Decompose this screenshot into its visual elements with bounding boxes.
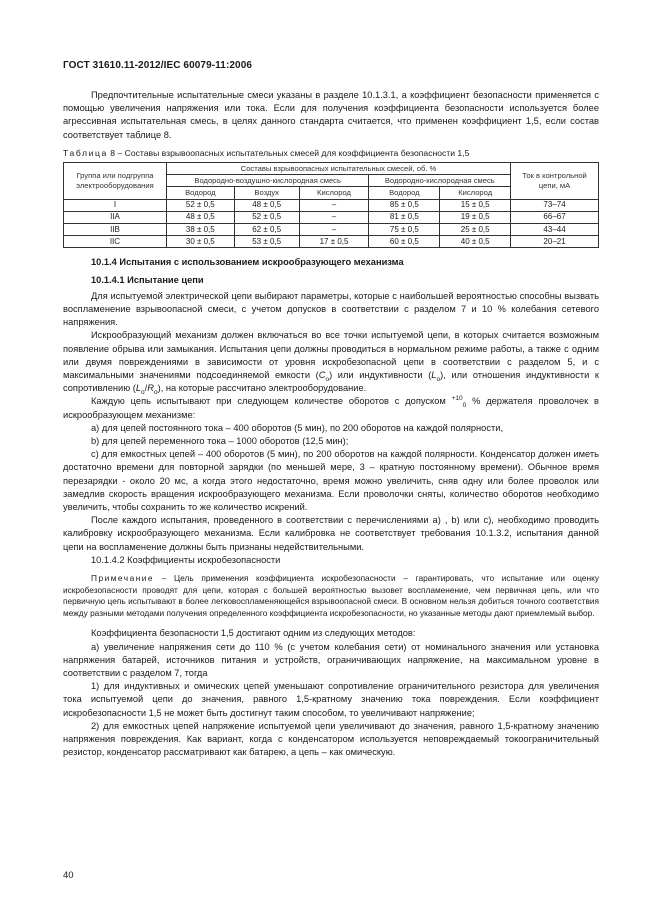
paragraph-calibration: После каждого испытания, проведенного в соответствии с перечислениями a) , b) или c), необходимо проводить калибровку искрообразующего механизма. Если калибровка не соответствует требования 10.1.3.2, испытания данной цепи на воспламенение должны быть признаны недействительными. xyxy=(63,515,599,552)
cell-hydrogen-2: 75 ± 0,5 xyxy=(369,223,440,235)
cell-current: 66–67 xyxy=(511,211,599,223)
cell-air: 53 ± 0,5 xyxy=(234,236,299,248)
cell-hydrogen: 52 ± 0,5 xyxy=(166,199,234,211)
cell-oxygen-2: 15 ± 0,5 xyxy=(440,199,511,211)
cell-oxygen: 17 ± 0,5 xyxy=(299,236,369,248)
table-row xyxy=(64,236,599,248)
paragraph-method-2: 2) для емкостных цепей напряжение испытуемой цепи увеличивают до значения, равного 1,5-кратному значению напряжения повреждения. Как вариант, когда с конденсатором используется неповреждаемый токоограничительный резистор, конденсатор рассматривают как батарею, а цепь – как омическую. xyxy=(63,720,599,758)
header-hydrogen-oxygen: Водородно-кислородная смесь xyxy=(369,175,511,187)
page-number: 40 xyxy=(63,870,74,881)
list-item-b: b) для цепей переменного тока – 1000 оборотов (12,5 мин); xyxy=(91,435,349,446)
table-header-row xyxy=(64,163,599,175)
table-caption-text: 8 – Составы взрывоопасных испытательных смесей для коэффициента безопасности 1,5 xyxy=(110,147,470,158)
cell-air: 52 ± 0,5 xyxy=(234,211,299,223)
header-oxygen: Кислород xyxy=(299,187,369,199)
list-item-a: a) для цепей постоянного тока – 400 оборотов (5 мин), по 200 оборотов на каждой полярности, xyxy=(91,422,504,433)
header-hydrogen-air-oxygen: Водородно-воздушно-кислородная смесь xyxy=(166,175,369,187)
cell-hydrogen-2: 81 ± 0,5 xyxy=(369,211,440,223)
cell-hydrogen: 48 ± 0,5 xyxy=(166,211,234,223)
table-row xyxy=(64,199,599,211)
cell-oxygen: – xyxy=(299,223,369,235)
standard-header: ГОСТ 31610.11-2012/IEC 60079-11:2006 xyxy=(63,60,253,71)
cell-group: IIA xyxy=(64,211,167,223)
paragraph-circuit-parameters: Для испытуемой электрической цепи выбирают параметры, которые с наибольшей вероятностью способны вызвать воспламенение взрывоопасной смеси, с учетом допусков в соответствии с разделом 7 и 10 % колебания сетевого напряжения. xyxy=(63,290,599,328)
cell-current: 73–74 xyxy=(511,199,599,211)
cell-hydrogen: 30 ± 0,5 xyxy=(166,236,234,248)
header-air: Воздух xyxy=(234,187,299,199)
header-group: Группа или подгруппа электрооборудования xyxy=(64,163,167,200)
cell-current: 43–44 xyxy=(511,223,599,235)
header-hydrogen: Водород xyxy=(166,187,234,199)
paragraph-method-1: 1) для индуктивных и омических цепей уменьшают сопротивление ограничительного резистора для увеличения тока испытуемой цепи до значения, равного 1,5-кратному значению тока повреждения. Если коэффициент искробезопасности 1,5 не может быть достигнут таким способом, то увеличивают напряжение; xyxy=(63,681,599,718)
cell-hydrogen-2: 60 ± 0,5 xyxy=(369,236,440,248)
list-item-c: c) для емкостных цепей – 400 оборотов (5 мин), по 200 оборотов на каждой полярности. Конденсатор должен иметь достаточно времени для повторной зарядки (по меньшей мере, 3 – кратную постоянному времени). Обычное время перезарядки - около 20 мс, а когда этого недостаточно, время можно увеличить, сняв одну или более проволок или замедлив скорость вращения искрообразующего механизма. Если проволочки сняты, количество оборотов необходимо увеличить, чтобы сохранить то же количество искрений. xyxy=(63,449,599,512)
header-compositions: Составы взрывоопасных испытательных смесей, об. % xyxy=(166,163,510,175)
mixtures-table xyxy=(63,162,599,248)
intro-paragraph: Предпочтительные испытательные смеси указаны в разделе 10.1.3.1, а коэффициент безопасности применяется с помощью увеличения напряжения или тока. Если для получения коэффициента безопасности используется более агрессивная испытательная смесь, в целях данного стандарта считается, что применен коэффициент 1,5, если состав соответствует таблице 8. xyxy=(63,90,599,140)
header-current: Ток в контрольной цепи, мА xyxy=(511,163,599,200)
document-body xyxy=(63,89,599,759)
cell-current: 20–21 xyxy=(511,236,599,248)
note-paragraph xyxy=(63,573,599,619)
section-heading-10-1-4-2: 10.1.4.2 Коэффициенты искробезопасности xyxy=(91,554,281,565)
cell-air: 62 ± 0,5 xyxy=(234,223,299,235)
table-row xyxy=(64,211,599,223)
note-label: Примечание xyxy=(91,573,155,583)
header-hydrogen-2: Водород xyxy=(369,187,440,199)
cell-group: IIC xyxy=(64,236,167,248)
section-heading-10-1-4: 10.1.4 Испытания с использованием искрообразующего механизма xyxy=(91,257,404,268)
paragraph-revolutions: Каждую цепь испытывают при следующем количестве оборотов с допуском $^{+10}_0$ % держателя проволочек в искрообразующем механизме: xyxy=(63,395,599,420)
table-row xyxy=(64,223,599,235)
cell-group: I xyxy=(64,199,167,211)
paragraph-spark-mechanism: Искрообразующий механизм должен включаться во все точки испытуемой цепи, в которых считается возможным появление обрыва или замыкания. Испытания цепи должны проводиться в нормальном режиме работы, а также с одним или двумя повреждениями в зависимости от уровня искробезопасной цепи в соответствии с разделом 5, и с максимальными значениями подсоединяемой емкости $(C_o)$ или индуктивности $(L_o)$, или отношения индуктивности к сопротивлению $(L_o/R_o)$, на которые рассчитано электрооборудование. xyxy=(63,330,599,397)
cell-hydrogen-2: 85 ± 0,5 xyxy=(369,199,440,211)
note-text: – Цель применения коэффициента искробезопасности – гарантировать, что испытание или оценку искробезопасности проводят для цепи, которая с большей вероятностью вызовет воспламенение, чем первичная цепь, или что первичную цепь испытывают в более легковоспламеняющейся взрывоопасной смеси. В основном нельзя добиться точного соответствия между разными методами получения определенного коэффициента искробезопасности, но указанные методы дают приемлемый выбор. xyxy=(63,573,599,618)
cell-oxygen-2: 25 ± 0,5 xyxy=(440,223,511,235)
cell-oxygen: – xyxy=(299,211,369,223)
cell-oxygen: – xyxy=(299,199,369,211)
paragraph-method-a: a) увеличение напряжения сети до 110 % (с учетом колебания сети) от номинального значения или установка напряжения батарей, источников питания и устройств, ограничивающих напряжение, на максимальном уровне в соответствии с разделом 7, тогда xyxy=(63,641,599,678)
cell-hydrogen: 38 ± 0,5 xyxy=(166,223,234,235)
table-caption xyxy=(63,147,599,160)
section-heading-10-1-4-1: 10.1.4.1 Испытание цепи xyxy=(91,274,204,285)
cell-oxygen-2: 19 ± 0,5 xyxy=(440,211,511,223)
header-oxygen-2: Кислород xyxy=(440,187,511,199)
cell-group: IIB xyxy=(64,223,167,235)
cell-air: 48 ± 0,5 xyxy=(234,199,299,211)
cell-oxygen-2: 40 ± 0,5 xyxy=(440,236,511,248)
paragraph-methods: Коэффициента безопасности 1,5 достигают одним из следующих методов: xyxy=(91,628,416,639)
table-caption-label: Таблица xyxy=(63,147,108,158)
